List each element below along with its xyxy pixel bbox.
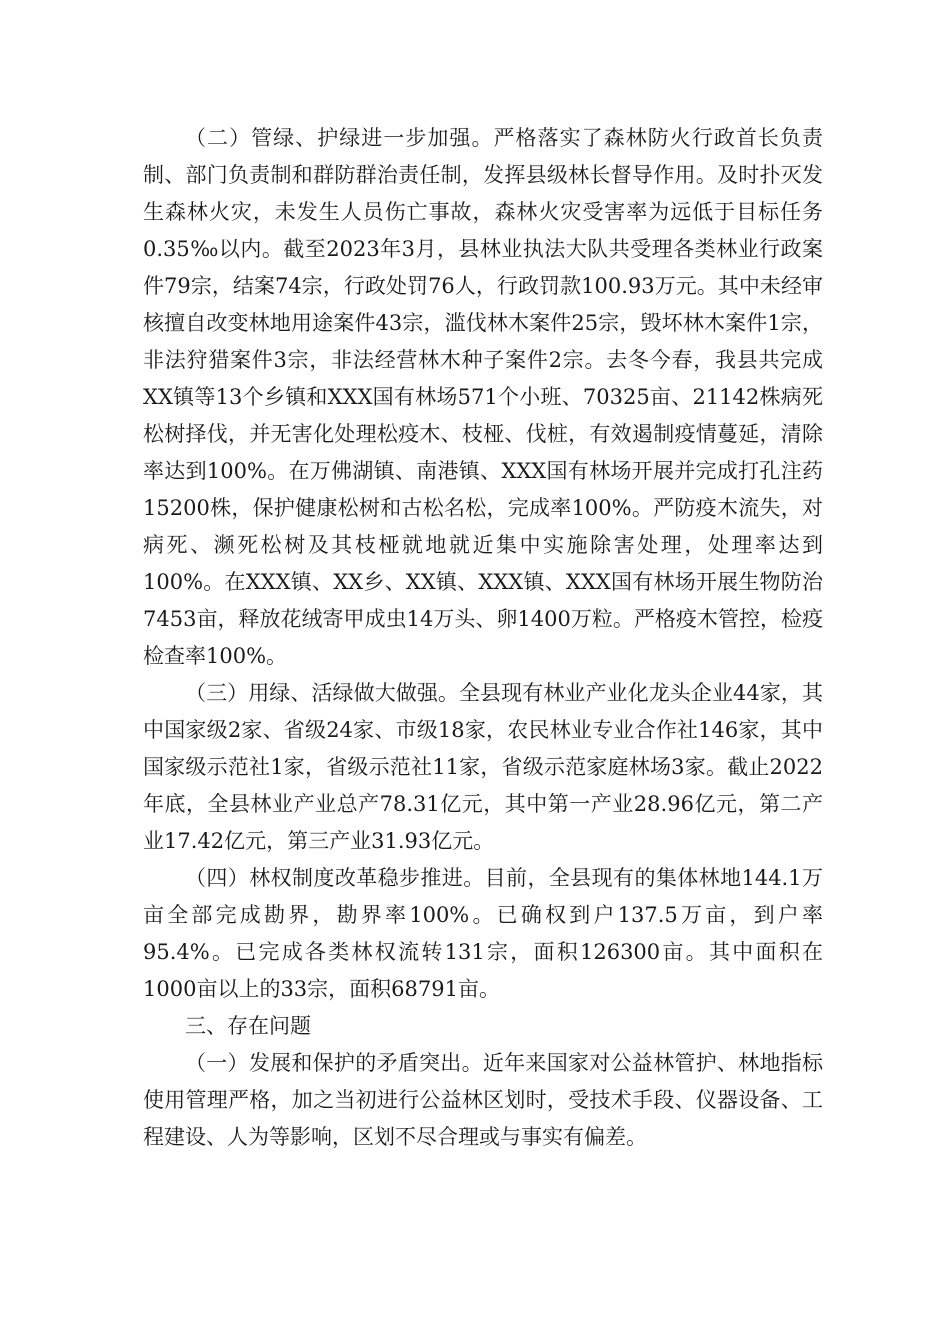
paragraph-green-utilization: （三）用绿、活绿做大做强。全县现有林业产业化龙头企业44家，其中国家级2家、省级24家、市级18家，农民林业专业合作社146家，其中国家级示范社1家，省级示范社11家，省级示范家庭林场3家。截止2022年底，全县林业产业总产78.31亿元，其中第一产业28.96亿元，第二产业17.42亿元，第三产业31.93亿元。	[143, 681, 823, 853]
document-body	[143, 120, 823, 1156]
paragraph-development-protection-conflict: （一）发展和保护的矛盾突出。近年来国家对公益林管护、林地指标使用管理严格，加之当初进行公益林区划时，受技术手段、仪器设备、工程建设、人为等影响，区划不尽合理或与事实有偏差。	[143, 1051, 823, 1149]
paragraph-forest-tenure-reform: （四）林权制度改革稳步推进。目前，全县现有的集体林地144.1万亩全部完成勘界，勘界率100%。已确权到户137.5万亩，到户率95.4%。已完成各类林权流转131宗，面积126300亩。其中面积在1000亩以上的33宗，面积68791亩。	[143, 866, 823, 1001]
paragraph-green-protection: （二）管绿、护绿进一步加强。严格落实了森林防火行政首长负责制、部门负责制和群防群治责任制，发挥县级林长督导作用。及时扑灭发生森林火灾，未发生人员伤亡事故，森林火灾受害率为远低于目标任务0.35‰以内。截至2023年3月，县林业执法大队共受理各类林业行政案件79宗，结案74宗，行政处罚76人，行政罚款100.93万元。其中未经审核擅自改变林地用途案件43宗，滥伐林木案件25宗，毁坏林木案件1宗，非法狩猎案件3宗，非法经营林木种子案件2宗。去冬今春，我县共完成XX镇等13个乡镇和XXX国有林场571个小班、70325亩、21142株病死松树择伐，并无害化处理松疫木、枝桠、伐桩，有效遏制疫情蔓延，清除率达到100%。在万佛湖镇、南港镇、XXX国有林场开展并完成打孔注药15200株，保护健康松树和古松名松，完成率100%。严防疫木流失，对病死、濒死松树及其枝桠就地就近集中实施除害处理，处理率达到100%。在XXX镇、XX乡、XX镇、XXX镇、XXX国有林场开展生物防治7453亩，释放花绒寄甲成虫14万头、卵1400万粒。严格疫木管控，检疫检查率100%。	[143, 126, 823, 668]
section-heading-existing-problems: 三、存在问题	[185, 1014, 311, 1038]
